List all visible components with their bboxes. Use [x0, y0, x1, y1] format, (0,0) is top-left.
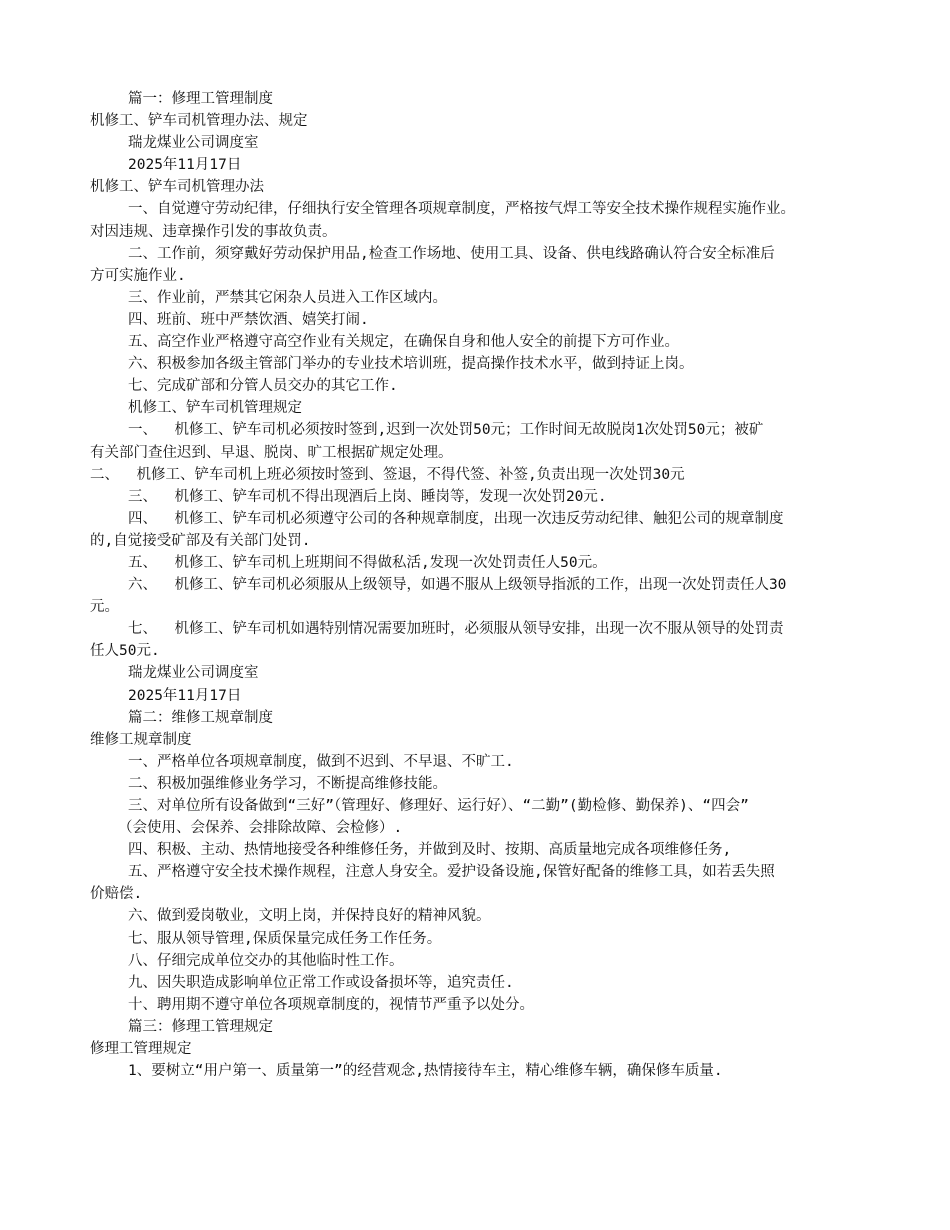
text-line: 任人50元.: [90, 643, 160, 660]
text-line: 四、班前、班中严禁饮酒、嬉笑打闹.: [128, 311, 369, 328]
text-line: 机修工、铲车司机管理规定: [128, 400, 302, 417]
text-line: 瑞龙煤业公司调度室: [128, 665, 259, 682]
text-line: 篇一：修理工管理制度: [128, 91, 273, 107]
text-line: 二、 机修工、铲车司机上班必须按时签到、签退，不得代签、补签,负责出现一次处罚30元: [90, 466, 685, 483]
text-line: 机修工、铲车司机管理办法: [90, 179, 264, 196]
text-line: 五、 机修工、铲车司机上班期间不得做私活,发现一次处罚责任人50元。: [128, 554, 607, 571]
text-line: 九、因失职造成影响单位正常工作或设备损坏等，追究责任.: [128, 974, 514, 991]
text-line: 一、严格单位各项规章制度，做到不迟到、不早退、不旷工.: [128, 753, 514, 770]
document-body: [0, 88, 950, 1082]
text-line: 六、做到爱岗敬业，文明上岗，并保持良好的精神风貌。: [128, 908, 491, 925]
text-line: 二、工作前，须穿戴好劳动保护用品,检查工作场地、使用工具、设备、供电线路确认符合安全标准后: [128, 245, 775, 262]
text-line: 十、聘用期不遵守单位各项规章制度的，视情节严重予以处分。: [128, 996, 534, 1013]
text-line: 三、作业前，严禁其它闲杂人员进入工作区域内。: [128, 289, 447, 306]
text-line: 八、仔细完成单位交办的其他临时性工作。: [128, 952, 404, 969]
text-line: 三、 机修工、铲车司机不得出现酒后上岗、睡岗等，发现一次处罚20元.: [128, 488, 607, 505]
text-line: 七、 机修工、铲车司机如遇特别情况需要加班时，必须服从领导安排，出现一次不服从领导的处罚责: [128, 621, 784, 638]
text-line: 方可实施作业.: [90, 267, 186, 284]
text-line: 四、积极、主动、热情地接受各种维修任务，并做到及时、按期、高质量地完成各项维修任务,: [128, 842, 732, 859]
text-line: 三、对单位所有设备做到“三好”（管理好、修理好、运行好）、“二勤”(勤检修、勤保养)、“四会”: [128, 798, 749, 814]
text-line: 2025年11月17日: [128, 157, 242, 174]
text-line: 二、积极加强维修业务学习，不断提高维修技能。: [128, 775, 447, 792]
text-line: （会使用、会保养、会排除故障、会检修）.: [118, 820, 403, 837]
text-line: 对因违规、违章操作引发的事故负责。: [90, 223, 337, 240]
text-line: 六、积极参加各级主管部门举办的专业技术培训班，提高操作技术水平，做到持证上岗。: [128, 356, 694, 373]
text-line: 五、高空作业严格遵守高空作业有关规定，在确保自身和他人安全的前提下方可作业。: [128, 334, 679, 351]
text-line: 一、自觉遵守劳动纪律，仔细执行安全管理各项规章制度，严格按气焊工等安全技术操作规程实施作业。: [128, 201, 795, 218]
text-line: 篇二：维修工规章制度: [128, 709, 273, 726]
text-line: 篇三：修理工管理规定: [128, 1018, 273, 1035]
text-line: 元。: [90, 599, 119, 616]
text-line: 维修工规章制度: [90, 731, 192, 748]
text-line: 四、 机修工、铲车司机必须遵守公司的各种规章制度，出现一次违反劳动纪律、触犯公司的规章制度: [128, 510, 784, 527]
text-line: 2025年11月17日: [128, 687, 242, 704]
text-line: 瑞龙煤业公司调度室: [128, 135, 259, 152]
text-line: 六、 机修工、铲车司机必须服从上级领导，如遇不服从上级领导指派的工作，出现一次处罚责任人30: [128, 577, 787, 594]
text-line: 七、服从领导管理,保质保量完成任务工作任务。: [128, 930, 442, 947]
text-line: 五、严格遵守安全技术操作规程，注意人身安全。爱护设备设施,保管好配备的维修工具，如若丢失照: [128, 864, 775, 881]
text-line: 一、 机修工、铲车司机必须按时签到,迟到一次处罚50元；工作时间无故脱岗1次处罚50元；被矿: [128, 422, 764, 439]
text-line: 有关部门查住迟到、早退、脱岗、旷工根据矿规定处理。: [90, 444, 453, 461]
text-line: 七、完成矿部和分管人员交办的其它工作.: [128, 378, 398, 395]
text-line: 1、要树立“用户第一、质量第一”的经营观念,热情接待车主，精心维修车辆，确保修车质量.: [128, 1063, 723, 1080]
text-line: 的,自觉接受矿部及有关部门处罚.: [90, 532, 311, 549]
text-line: 修理工管理规定: [90, 1041, 192, 1058]
text-line: 价赔偿.: [90, 886, 143, 903]
text-line: 机修工、铲车司机管理办法、规定: [90, 113, 308, 130]
